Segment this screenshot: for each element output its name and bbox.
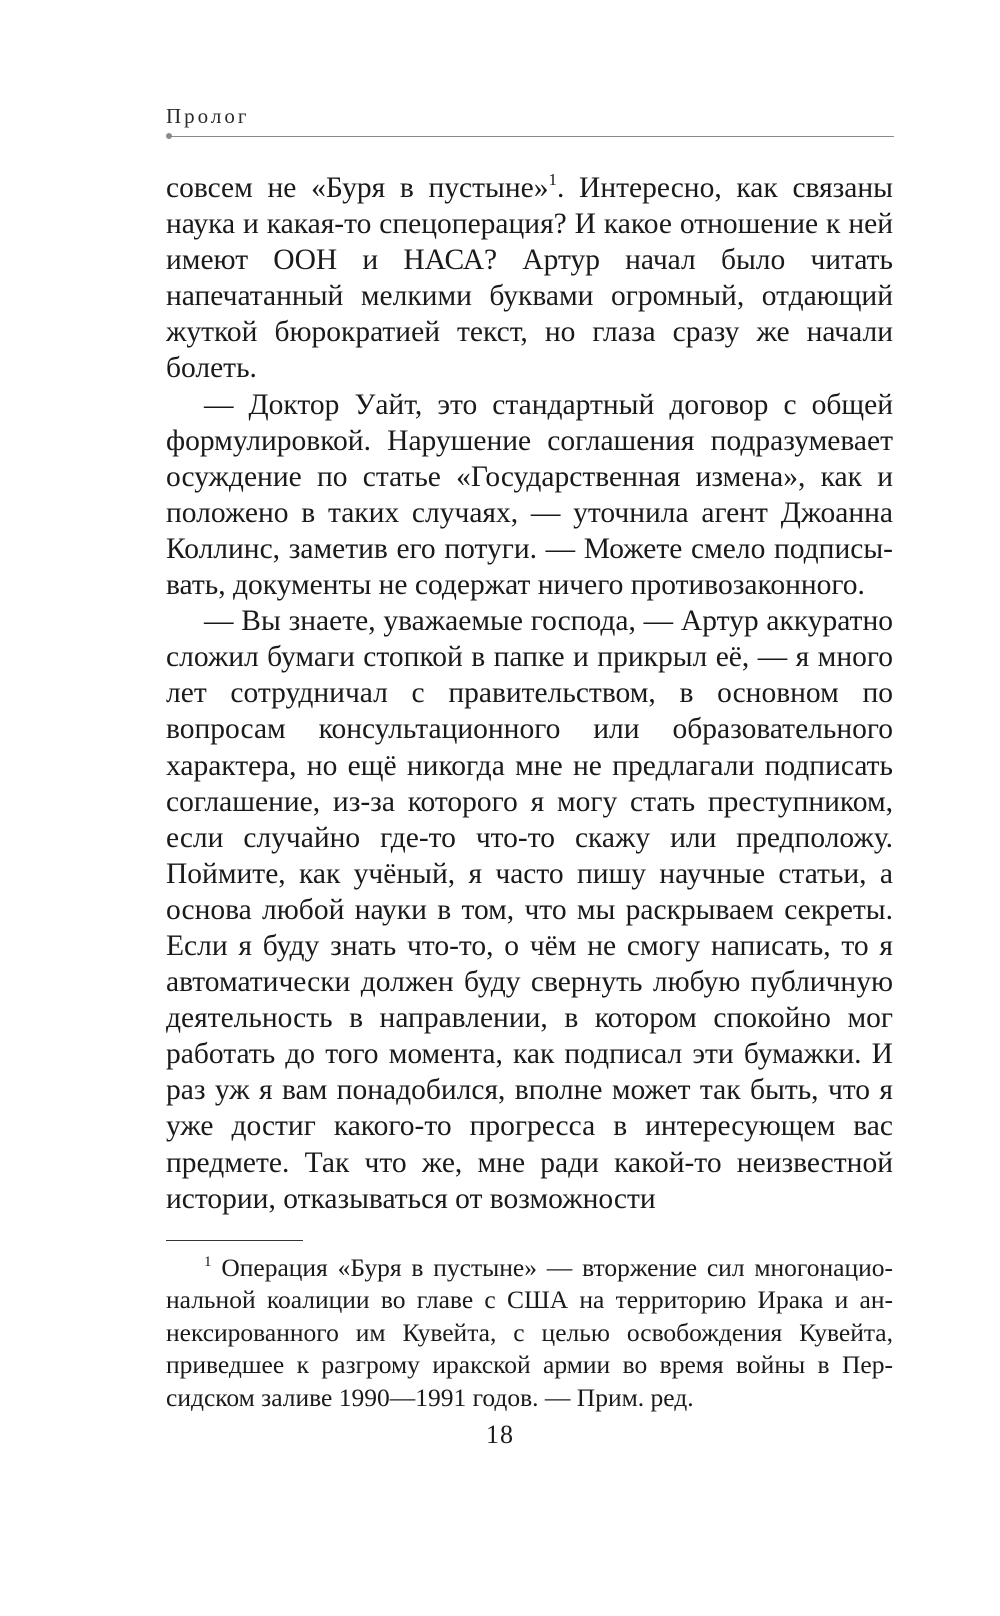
page-number: 18 [486, 1420, 514, 1449]
paragraph-1-text-end: . Интересно, как связаны наука и какая-то спецоперация? И какое отношение к ней имеют ООН и НАСА? Артур начал было читать напечатанный мелкими буквами огромный, отдающий жуткой бюрократией текст, но глаза сразу же начали болеть. [166, 172, 894, 385]
head-rule [168, 136, 894, 137]
paragraph-1-text-start: совсем не «Буря в пустыне» [166, 172, 549, 204]
footnote-text: Операция «Буря в пустыне» — вторжение сил многонациональной коалиции во главе с США на территорию Ирака и аннексированного им Кувейта, с целью освобождения Кувейта, приведшее к разгрому иракской армии во время войны в Персидском заливе 1990—1991 годов. — Прим. ред. [166, 1253, 893, 1412]
paragraph-2: — Доктор Уайт, это стандартный договор с общей формулировкой. Нарушение соглашения подразумевает осуждение по статье «Государственная измена», как и положено в таких случаях, — уточнила агент Джоанна Коллинс, заметив его потуги. — Можете смело подписывать, документы не содержат ничего противозаконного. [166, 388, 893, 602]
footnote-rule [166, 1240, 303, 1241]
paragraph-1 [166, 170, 893, 387]
paragraph-3: — Вы знаете, уважаемые господа, — Артур аккуратно сложил бумаги стопкой в папке и прикрыл её, — я много лет сотрудничал с правительством, в основном по вопросам консультационного или образовательного характера, но ещё никогда мне не предлагали подписать соглашение, из-за которого я могу стать преступником, если случайно где-то что-то скажу или предположу. Поймите, как учёный, я часто пишу научные статьи, а основа любой науки в том, что мы раскрываем секреты. Если я буду знать что-то, о чём не смогу написать, то я автоматически должен буду свернуть любую публичную деятельность в направлении, в котором спокойно мог работать до того момента, как подписал эти бумажки. И раз уж я вам понадобился, вполне может так быть, что я уже достиг какого-то прогресса в интересующем вас предмете. Так что же, мне ради какой-то неизвестной истории, отказываться от возможности [166, 605, 893, 1215]
footnote [166, 1252, 893, 1414]
running-head: Пролог [166, 104, 250, 128]
footnote-reference: 1 [548, 170, 557, 189]
footnote-mark: 1 [204, 1254, 212, 1270]
main-text [166, 170, 893, 1217]
